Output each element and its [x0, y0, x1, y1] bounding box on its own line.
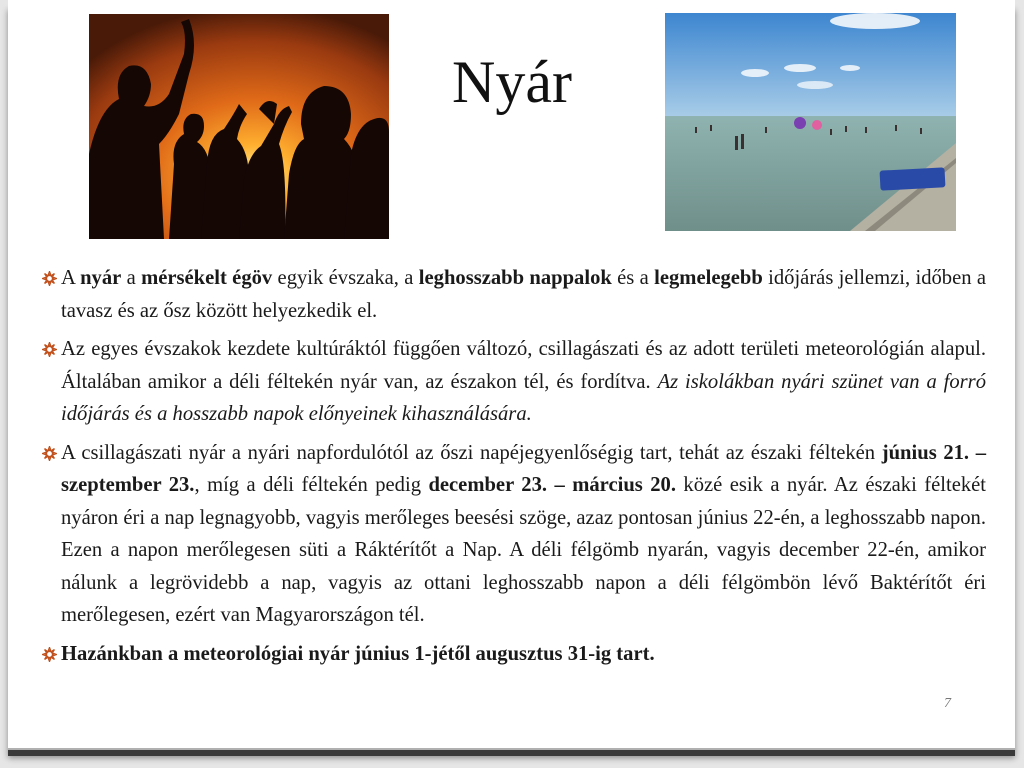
text: , míg a déli féltekén pedig — [194, 474, 429, 496]
bold-text: leghosszabb nappalok — [418, 267, 612, 289]
bullet-item — [42, 638, 986, 671]
sun-outline-icon — [42, 647, 57, 662]
sun-outline-icon — [42, 342, 57, 357]
text: időjárás jellemzi, időben a tavasz és az ősz között helyezkedik el. — [61, 267, 987, 322]
text: A csillagászati nyár a nyári napfordulótól az őszi napéjegyenlőségig tart, tehát az északi féltekén — [61, 441, 882, 464]
sun-outline-icon — [42, 271, 57, 286]
slide-title: Nyár — [452, 49, 572, 115]
bold-text: december 23. – március 20. — [428, 474, 676, 496]
text: Az egyes évszakok kezdete kultúráktól függően változó, csillagászati és az adott területi meteorológián alapul. Általában amikor a déli féltekén nyár van, az északon tél, és fordítva. — [61, 338, 986, 393]
italic-text: Az iskolákban nyári szünet van a forró időjárás és a hosszabb napok előnyeinek kihasználására. — [61, 370, 986, 425]
text: és a — [611, 267, 655, 289]
bullet-item — [42, 437, 986, 632]
bullet-item — [42, 262, 986, 327]
text: a — [121, 267, 142, 289]
bold-text: nyár — [80, 267, 122, 289]
bullet-list — [42, 262, 986, 670]
bold-text: Hazánkban a meteorológiai nyár június 1-jétől augusztus 31-ig tart. — [61, 642, 655, 665]
text: egyik évszaka, a — [272, 267, 419, 289]
lake-beach-photo — [665, 13, 956, 231]
sun-outline-icon — [42, 446, 57, 461]
bold-text: mérsékelt égöv — [141, 267, 273, 289]
slide — [8, 0, 1015, 748]
bullet-item — [42, 333, 986, 431]
bold-text: június 21. – szeptember 23. — [61, 441, 987, 496]
page-number: 7 — [944, 696, 951, 711]
text: A — [61, 267, 81, 289]
bold-text: legmelegebb — [654, 267, 763, 289]
text: közé esik a nyár. Az északi féltekét nyáron éri a nap legnagyobb, vagyis merőleges beesési szöge, azaz pontosan június 22-én, a leghosszabb napon. Ezen a napon merőlegesen süti a Ráktérítőt a Nap. A déli félgömb nyarán, vagyis december 22-én, amikor nálunk a legrövidebb a nap, vagyis az ottani leghosszabb napon a déli félgömbön lévő Baktérítőt éri merőlegesen, ezért van Magyarországon tél. — [61, 474, 987, 626]
